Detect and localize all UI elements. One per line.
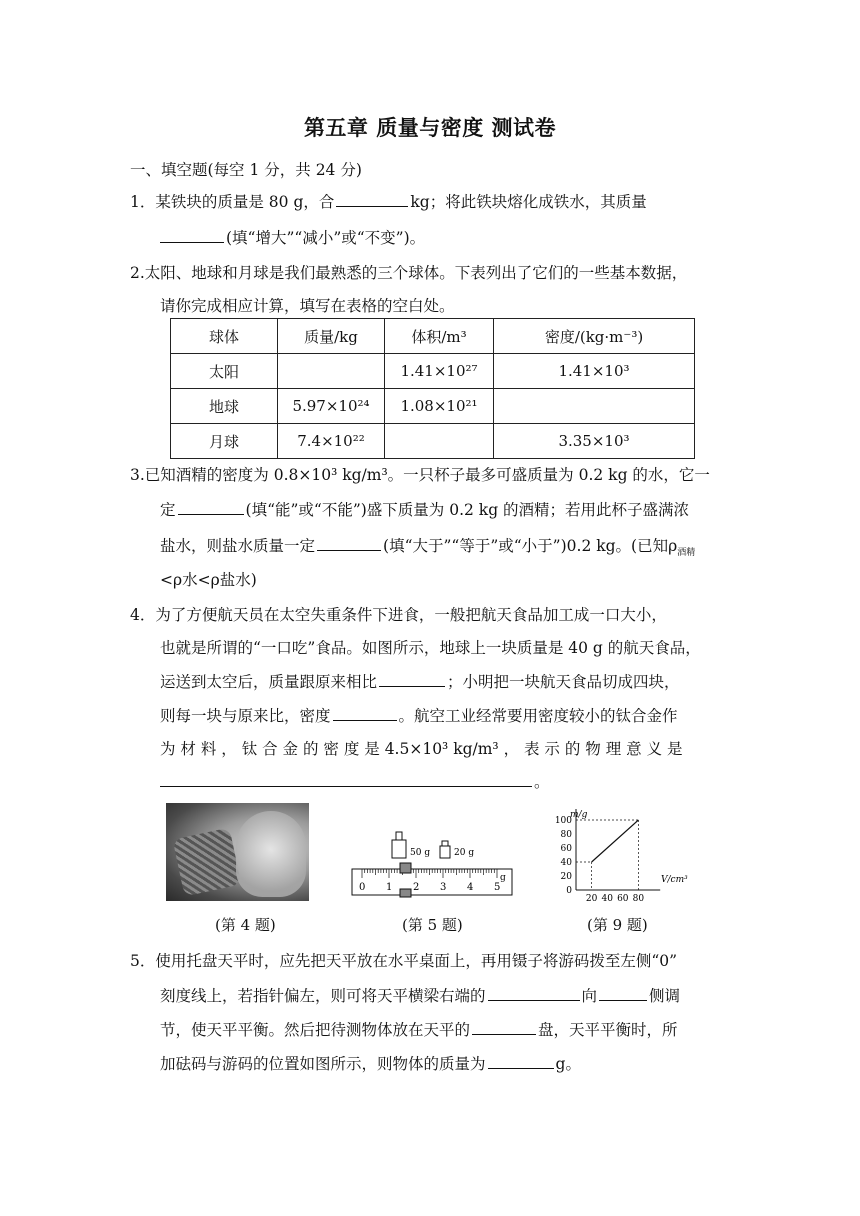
q1-text-b: kg；将此铁块熔化成铁水，其质量 <box>410 193 647 211</box>
food-block-image <box>173 828 242 897</box>
q3-text-b: (填“能”或“不能”)盛下质量为 0.2 kg 的酒精；若用此杯子盛满浓 <box>245 501 690 519</box>
q4-text-b: ；小明把一块航天食品切成四块， <box>447 673 680 691</box>
scale-tick-label: 2 <box>413 882 420 893</box>
table-row <box>171 424 695 459</box>
table-header: 质量/kg <box>278 319 385 354</box>
table-cell[interactable] <box>385 424 494 459</box>
answer-blank[interactable] <box>488 1067 554 1069</box>
q5-text-b: 向 <box>581 987 598 1005</box>
question-4-line6 <box>160 770 550 792</box>
q5-text-c: 侧调 <box>649 987 681 1005</box>
scale-unit: g <box>500 873 506 883</box>
data-table <box>170 318 695 459</box>
question-5-line2 <box>160 984 680 1006</box>
y-tick-label: 0 <box>566 886 572 896</box>
scale-tick-label: 0 <box>359 882 366 893</box>
scale-tick-label: 5 <box>494 882 501 893</box>
question-5-line3 <box>160 1018 678 1040</box>
data-line <box>592 820 639 862</box>
astronaut-food-photo <box>166 803 309 901</box>
answer-blank[interactable] <box>336 205 408 207</box>
question-4-line4 <box>160 704 678 726</box>
q5-text-d: 节，使天平平衡。然后把待测物体放在天平的 <box>160 1021 471 1039</box>
table-header: 球体 <box>171 319 278 354</box>
figure-caption-5: (第 5 题) <box>402 916 463 934</box>
y-tick-label: 100 <box>554 816 572 826</box>
answer-blank[interactable] <box>160 785 532 787</box>
table-cell[interactable] <box>494 389 695 424</box>
question-1 <box>130 190 647 212</box>
question-3-line2 <box>160 498 689 520</box>
table-cell: 1.08×10²¹ <box>385 389 494 424</box>
answer-blank[interactable] <box>333 719 397 721</box>
question-4-line3 <box>160 670 680 692</box>
chart-ylabel: m/g <box>570 810 588 820</box>
q3-text-c: 盐水，则盐水质量一定 <box>160 537 316 555</box>
table-header: 密度/(kg·m⁻³) <box>494 319 695 354</box>
table-cell: 7.4×10²² <box>278 424 385 459</box>
weight-20g-icon <box>440 846 450 858</box>
table-row <box>171 389 695 424</box>
table-cell: 1.41×10²⁷ <box>385 354 494 389</box>
q3-text-d: (填“大于”“等于”或“小于”)0.2 kg。(已知ρ <box>383 537 678 555</box>
q1-text-c: (填“增大”“减小”或“不变”)。 <box>226 229 426 247</box>
question-1-line2 <box>160 226 425 248</box>
table-header: 体积/m³ <box>385 319 494 354</box>
rider-icon[interactable] <box>400 863 411 873</box>
scale-tick-label: 1 <box>386 882 393 893</box>
table-cell: 月球 <box>171 424 278 459</box>
table-cell[interactable] <box>278 354 385 389</box>
figure-caption-9: (第 9 题) <box>587 916 648 934</box>
x-tick-label: 20 <box>585 894 598 904</box>
q3-text-a: 定 <box>160 501 176 519</box>
q4-text-a: 运送到太空后，质量跟原来相比 <box>160 673 378 691</box>
answer-blank[interactable] <box>317 549 381 551</box>
section-heading: 一、填空题(每空 1 分，共 24 分) <box>130 161 362 179</box>
answer-blank[interactable] <box>160 241 224 243</box>
weight-50g-icon <box>392 840 406 858</box>
x-tick-label: 40 <box>601 894 613 904</box>
q5-text-g: g。 <box>555 1055 581 1073</box>
question-2: 2.太阳、地球和月球是我们最熟悉的三个球体。下表列出了它们的一些基本数据， <box>130 264 688 282</box>
figure-caption-4: (第 4 题) <box>215 916 276 934</box>
q4-text-d: 。航空工业经常要用密度较小的钛合金作 <box>398 707 678 725</box>
question-4-line5: 为 材 料 ， 钛 合 金 的 密 度 是 4.5×10³ kg/m³ ， 表 示 的 物 理 意 义 是 <box>160 740 683 758</box>
question-3-line3 <box>160 534 695 558</box>
balance-scale-figure <box>348 822 516 900</box>
weight-20g-label: 20 g <box>454 848 475 858</box>
answer-blank[interactable] <box>599 999 647 1001</box>
y-tick-label: 20 <box>560 872 572 882</box>
question-5: 5．使用托盘天平时，应先把天平放在水平桌面上，再用镊子将游码拨至左侧“0” <box>130 952 678 970</box>
q3-subscript: 酒精 <box>677 548 696 559</box>
question-2-line2: 请你完成相应计算，填写在表格的空白处。 <box>160 297 455 315</box>
x-tick-label: 60 <box>617 894 629 904</box>
q5-text-f: 加砝码与游码的位置如图所示，则物体的质量为 <box>160 1055 486 1073</box>
face-image <box>236 811 306 897</box>
q4-text-e: 。 <box>534 773 550 791</box>
scale-tick-label: 4 <box>467 882 474 893</box>
answer-blank[interactable] <box>472 1033 536 1035</box>
answer-blank[interactable] <box>178 513 244 515</box>
y-tick-label: 60 <box>560 844 572 854</box>
table-cell: 地球 <box>171 389 278 424</box>
x-tick-label: 80 <box>632 894 645 904</box>
answer-blank[interactable] <box>379 685 445 687</box>
answer-blank[interactable] <box>488 999 580 1001</box>
chart-area <box>555 809 660 904</box>
table-row <box>171 354 695 389</box>
q5-text-e: 盘，天平平衡时，所 <box>538 1021 678 1039</box>
q5-text-a: 刻度线上，若指针偏左，则可将天平横梁右端的 <box>160 987 486 1005</box>
page-title: 第五章 质量与密度 测试卷 <box>303 116 557 140</box>
question-5-line4 <box>160 1052 581 1074</box>
table-cell: 3.35×10³ <box>494 424 695 459</box>
scale-tick-label: 3 <box>440 882 447 893</box>
table-header-row <box>171 319 695 354</box>
q1-text-a: 1．某铁块的质量是 80 g，合 <box>130 193 335 211</box>
question-4: 4．为了方便航天员在太空失重条件下进食，一般把航天食品加工成一口大小， <box>130 606 667 624</box>
table-cell: 太阳 <box>171 354 278 389</box>
mass-volume-chart <box>536 806 706 906</box>
chart-xlabel: V/cm³ <box>661 875 688 885</box>
question-3-line4: <ρ水<ρ盐水) <box>160 571 257 589</box>
table-cell: 1.41×10³ <box>494 354 695 389</box>
y-tick-label: 40 <box>560 858 572 868</box>
table-cell: 5.97×10²⁴ <box>278 389 385 424</box>
y-tick-label: 80 <box>560 830 572 840</box>
question-4-line2: 也就是所谓的“一口吃”食品。如图所示，地球上一块质量是 40 g 的航天食品， <box>160 639 701 657</box>
question-3: 3.已知酒精的密度为 0.8×10³ kg/m³。一只杯子最多可盛质量为 0.2 kg 的水，它一 <box>130 466 710 484</box>
q4-text-c: 则每一块与原来比，密度 <box>160 707 331 725</box>
weight-50g-label: 50 g <box>410 848 431 858</box>
